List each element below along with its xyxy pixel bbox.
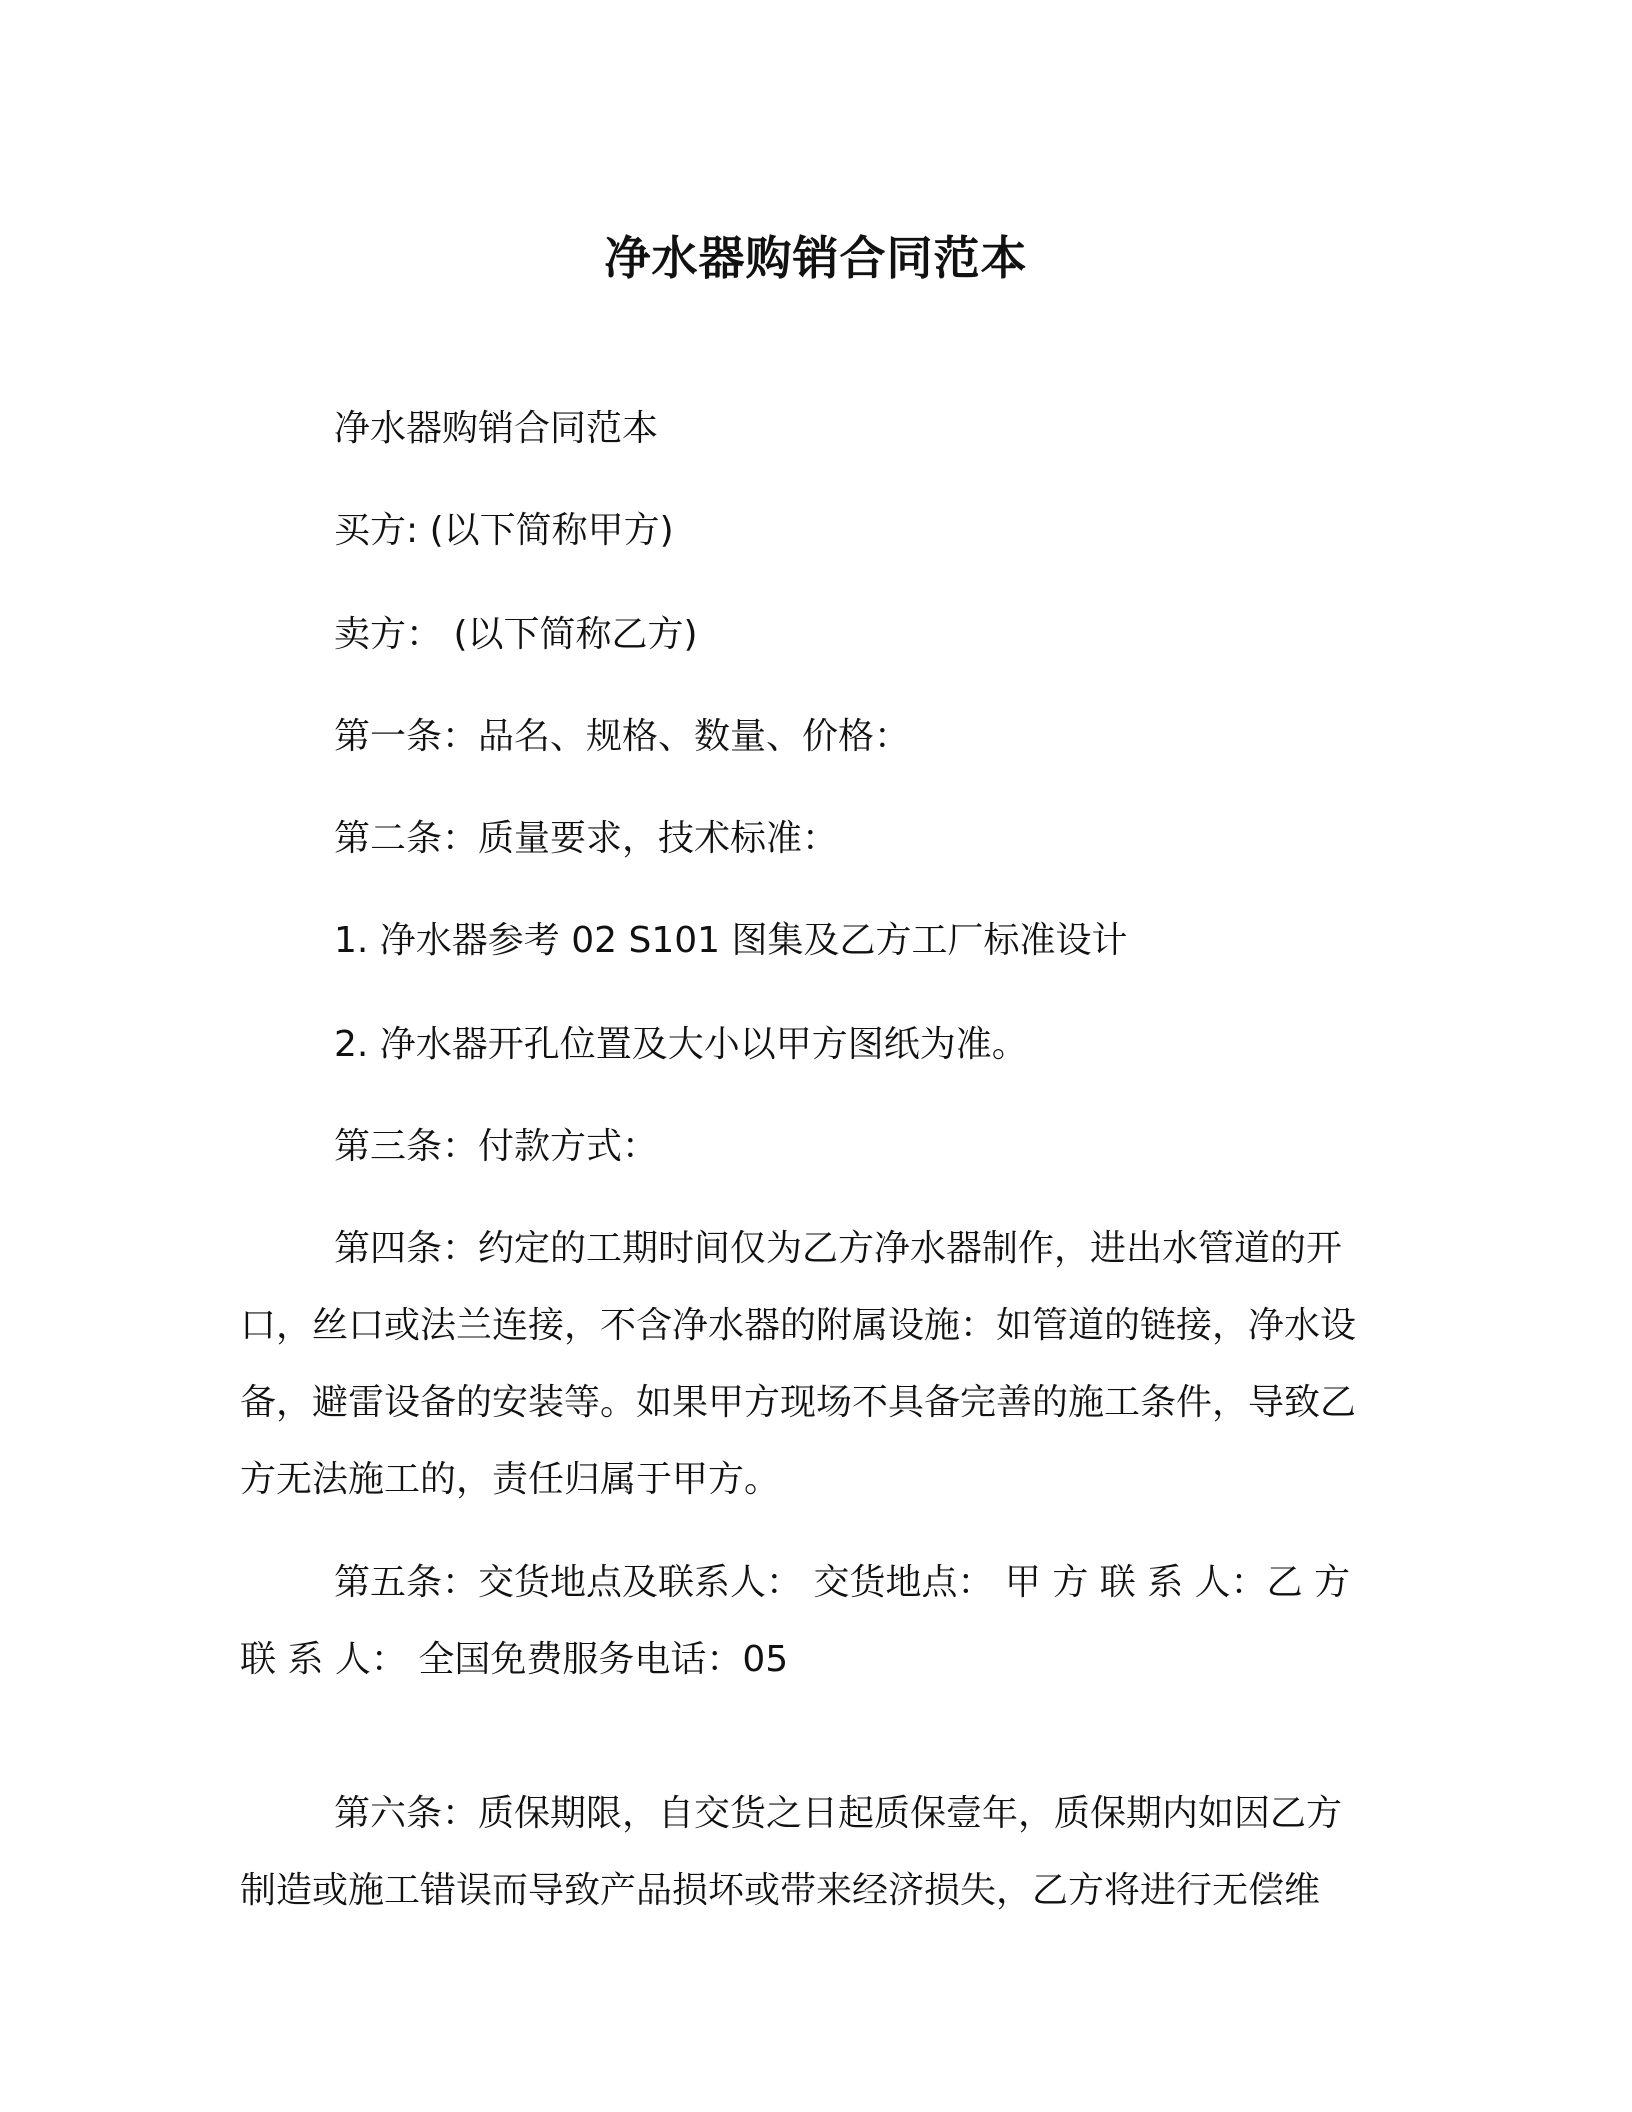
document-title: 净水器购销合同范本 [604,231,1028,285]
paragraph-article-3: 第三条：付款方式： [334,1126,659,1167]
paragraph-seller: 卖方： (以下简称乙方) [334,614,698,655]
paragraph-article-6: 第六条：质保期限，自交货之日起质保壹年，质保期内如因乙方制造或施工错误而导致产品损坏或带来经济损失，乙方将进行无偿维 [240,1793,1343,1911]
paragraph-subtitle: 净水器购销合同范本 [334,408,659,449]
paragraph-article-5: 第五条：交货地点及联系人： 交货地点： 甲 方 联 系 人：乙 方 联 系 人： 全国免费服务电话：05 [240,1562,1351,1680]
paragraph-item-1: 1. 净水器参考 02 S101 图集及乙方工厂标准设计 [334,920,1128,961]
paragraph-item-2: 2. 净水器开孔位置及大小以甲方图纸为准。 [334,1024,1028,1065]
paragraph-buyer: 买方: (以下简称甲方) [334,510,674,551]
paragraph-article-4: 第四条：约定的工期时间仅为乙方净水器制作，进出水管道的开口，丝口或法兰连接，不含净水器的附属设施：如管道的链接，净水设备，避雷设备的安装等。如果甲方现场不具备完善的施工条件，导致乙方无法施工的，责任归属于甲方。 [240,1228,1357,1500]
paragraph-article-2: 第二条：质量要求，技术标准： [334,818,839,859]
paragraph-article-1: 第一条：品名、规格、数量、价格： [334,716,911,757]
